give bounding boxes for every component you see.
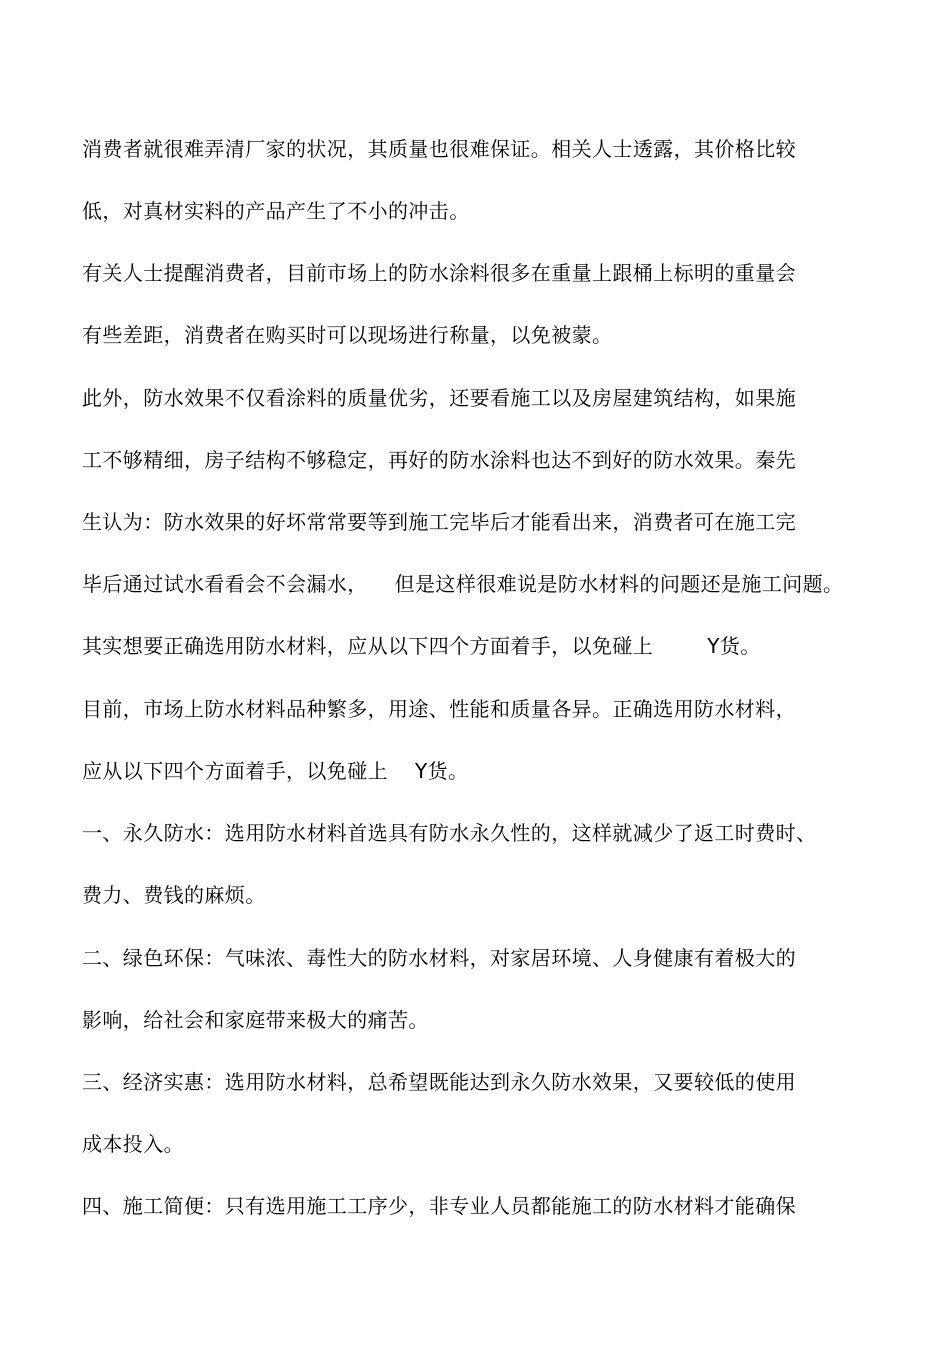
text-line-7: 生认为：防水效果的好坏常常要等到施工完毕后才能看出来，消费者可在施工完: [82, 510, 796, 534]
text-line-12: 一、永久防水：选用防水材料首选具有防水永久性的，这样就减少了返工时费时、: [82, 821, 817, 845]
text-line-10: 目前，市场上防水材料品种繁多，用途、性能和质量各异。正确选用防水材料，: [82, 697, 796, 721]
text-line-8: 毕后通过试水看看会不会漏水， 但是这样很难说是防水材料的问题还是施工问题。: [82, 572, 844, 596]
text-line-4: 有些差距，消费者在购买时可以现场进行称量，以免被蒙。: [82, 323, 613, 347]
text-line-15: 影响，给社会和家庭带来极大的痛苦。: [82, 1008, 429, 1032]
text-line-5: 此外，防水效果不仅看涂料的质量优劣，还要看施工以及房屋建筑结构，如果施: [82, 386, 796, 410]
text-line-13: 费力、费钱的麻烦。: [82, 883, 266, 907]
text-line-1: 消费者就很难弄清厂家的状况，其质量也很难保证。相关人士透露，其价格比较: [82, 137, 796, 161]
text-line-9: 其实想要正确选用防水材料，应从以下四个方面着手，以免碰上 Y货。: [82, 634, 761, 658]
text-line-17: 成本投入。: [82, 1132, 184, 1156]
text-line-2: 低，对真材实料的产品产生了不小的冲击。: [82, 199, 470, 223]
text-line-18: 四、施工简便：只有选用施工工序少，非专业人员都能施工的防水材料才能确保: [82, 1194, 796, 1218]
text-line-11: 应从以下四个方面着手，以免碰上 Y货。: [82, 759, 469, 783]
text-line-3: 有关人士提醒消费者，目前市场上的防水涂料很多在重量上跟桶上标明的重量会: [82, 261, 796, 285]
text-line-16: 三、经济实惠：选用防水材料，总希望既能达到永久防水效果，又要较低的使用: [82, 1070, 796, 1094]
text-line-6: 工不够精细，房子结构不够稳定，再好的防水涂料也达不到好的防水效果。秦先: [82, 448, 796, 472]
text-line-14: 二、绿色环保：气味浓、毒性大的防水材料，对家居环境、人身健康有着极大的: [82, 946, 796, 970]
